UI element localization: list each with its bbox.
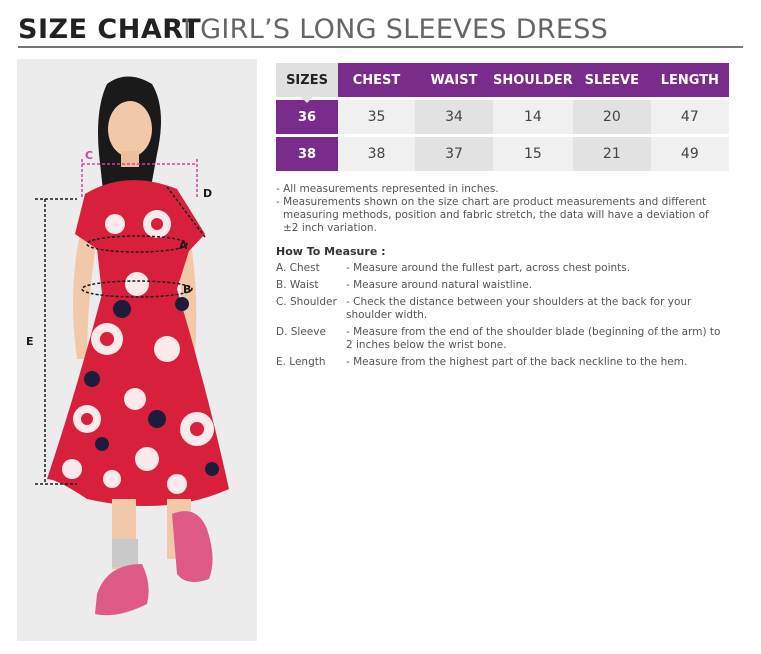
page-title: SIZE CHART	[18, 14, 202, 45]
length-cell: 49	[651, 136, 729, 172]
measure-text: - Measure around natural waistline.	[346, 279, 533, 291]
shoulder-cell: 15	[493, 136, 573, 172]
measure-label-a: A	[179, 239, 188, 252]
chest-cell: 38	[338, 136, 415, 172]
chest-cell: 35	[338, 99, 415, 136]
measure-label-e: E	[26, 335, 34, 348]
model-photo	[17, 59, 257, 641]
sleeve-cell: 20	[573, 99, 651, 136]
measure-label-d: D	[203, 187, 213, 200]
column-header-length: LENGTH	[651, 63, 729, 99]
dress-illustration	[17, 59, 257, 641]
length-cell: 47	[651, 99, 729, 136]
list-item	[276, 262, 726, 275]
waist-cell: 37	[415, 136, 493, 172]
table-row	[276, 136, 729, 172]
column-header-shoulder: SHOULDER	[493, 63, 573, 99]
measure-text: - Measure around the fullest part, across chest points.	[346, 262, 631, 274]
column-header-sizes: SIZES	[276, 63, 338, 99]
waist-cell: 34	[415, 99, 493, 136]
measurement-notes	[276, 183, 726, 235]
list-item	[276, 326, 726, 352]
size-cell: 38	[276, 136, 338, 172]
measure-key: A. Chest	[276, 262, 320, 274]
column-header-sleeve: SLEEVE	[573, 63, 651, 99]
note-deviation: - Measurements shown on the size chart are product measurements and different measuring methods, position and fabric stretch, the data will have a deviation of ±2 inch variation.	[276, 196, 709, 234]
measure-key: B. Waist	[276, 279, 319, 291]
how-to-measure-list	[276, 262, 726, 373]
list-item	[276, 356, 726, 369]
measure-key: D. Sleeve	[276, 326, 326, 338]
page-subtitle: I GIRL’S LONG SLEEVES DRESS	[183, 14, 609, 45]
shoulder-cell: 14	[493, 99, 573, 136]
header	[18, 10, 743, 48]
measure-text: - Check the distance between your shoulders at the back for your shoulder width.	[346, 296, 692, 321]
list-item	[276, 296, 726, 322]
table-row	[276, 99, 729, 136]
measure-label-c: C	[85, 149, 94, 162]
table-header-row	[276, 63, 729, 99]
measure-text: - Measure from the highest part of the back neckline to the hem.	[346, 356, 688, 368]
how-to-measure-title: How To Measure :	[276, 245, 386, 258]
size-table	[276, 63, 729, 171]
sleeve-cell: 21	[573, 136, 651, 172]
measure-key: C. Shoulder	[276, 296, 337, 308]
measure-label-b: B	[183, 283, 192, 296]
list-item	[276, 279, 726, 292]
column-header-chest: CHEST	[338, 63, 415, 99]
note-units: - All measurements represented in inches.	[276, 183, 499, 195]
size-cell: 36	[276, 99, 338, 136]
measure-text: - Measure from the end of the shoulder blade (beginning of the arm) to 2 inches below the wrist bone.	[346, 326, 721, 351]
column-header-waist: WAIST	[415, 63, 493, 99]
measure-key: E. Length	[276, 356, 326, 368]
